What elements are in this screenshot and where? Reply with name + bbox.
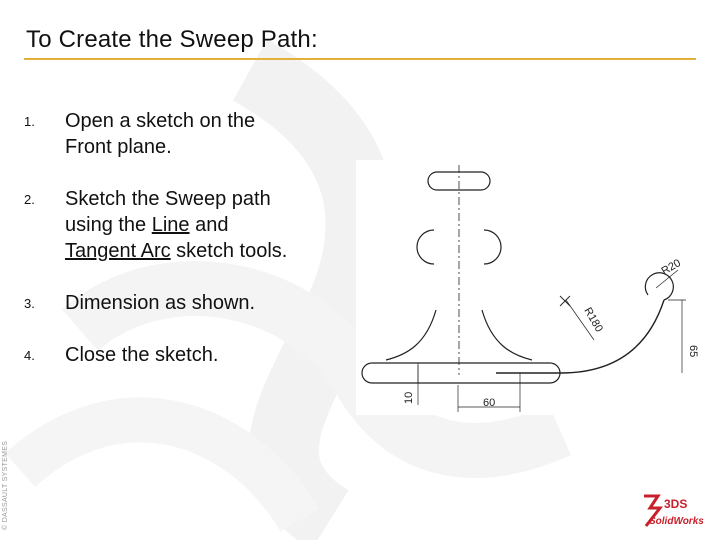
dim-10: 10 xyxy=(403,391,415,404)
copyright-text: © DASSAULT SYSTEMES xyxy=(2,440,9,530)
dim-60: 60 xyxy=(483,397,496,409)
step-text: Dimension as shown. xyxy=(65,292,256,314)
step-number: 3. xyxy=(24,296,35,311)
step-text: Sketch the Sweep path using the Line and Tangent Arc sketch tools. xyxy=(65,188,288,262)
step-number: 4. xyxy=(24,348,35,363)
logo-mark: 3DS xyxy=(664,497,688,511)
step-text: Open a sketch on the Front plane. xyxy=(65,110,256,158)
dim-r20: R20 xyxy=(659,257,683,278)
page-title: To Create the Sweep Path: xyxy=(26,26,318,53)
step-number: 1. xyxy=(24,114,35,129)
step-text: Close the sketch. xyxy=(65,344,219,366)
step-number: 2. xyxy=(24,192,35,207)
title-underline xyxy=(24,58,696,60)
sweep-path-sketch xyxy=(356,160,706,415)
dim-r180: R180 xyxy=(581,305,605,335)
line-tool-link: Line xyxy=(151,214,190,236)
dim-65: 65 xyxy=(687,345,699,358)
tangent-arc-tool-link: Tangent Arc xyxy=(65,240,171,262)
logo-wordmark: SolidWorks xyxy=(649,516,704,527)
